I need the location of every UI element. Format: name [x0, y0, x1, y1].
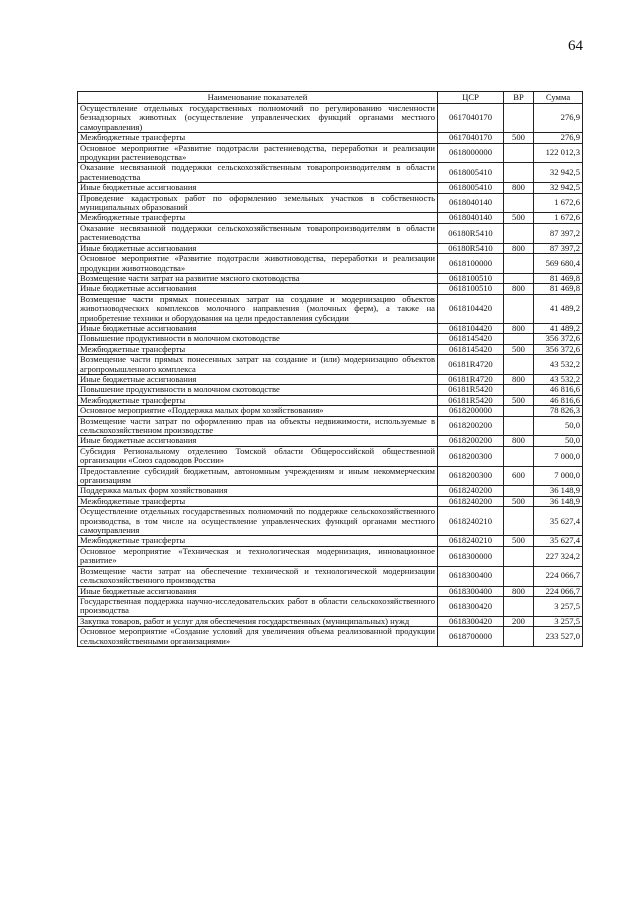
row-csr-cell: 0618240200 [438, 486, 504, 496]
row-name-cell: Осуществление отдельных государственных полномочий по регулированию численности безнадзорных животных (осуществление управленческих функций органами местного самоуправления) [78, 104, 438, 133]
table-row [78, 193, 583, 213]
row-csr-cell: 0618300420 [438, 616, 504, 626]
row-csr-cell: 0618240210 [438, 507, 504, 536]
row-name-cell: Закупка товаров, работ и услуг для обеспечения государственных (муниципальных) нужд [78, 616, 438, 626]
row-sum-cell: 36 148,9 [534, 486, 583, 496]
row-csr-cell: 0618040140 [438, 193, 504, 213]
row-csr-cell: 0618200300 [438, 466, 504, 486]
row-vr-cell [504, 273, 534, 283]
row-sum-cell: 224 066,7 [534, 586, 583, 596]
row-vr-cell [504, 294, 534, 323]
row-vr-cell: 500 [504, 133, 534, 143]
table-row [78, 284, 583, 294]
row-name-cell: Иные бюджетные ассигнования [78, 243, 438, 253]
row-csr-cell: 0618200200 [438, 416, 504, 436]
row-name-cell: Повышение продуктивности в молочном скотоводстве [78, 385, 438, 395]
row-vr-cell: 500 [504, 536, 534, 546]
row-vr-cell: 500 [504, 344, 534, 354]
row-vr-cell [504, 486, 534, 496]
table-row [78, 183, 583, 193]
table-row [78, 466, 583, 486]
table-row [78, 374, 583, 384]
row-csr-cell: 0618200300 [438, 446, 504, 466]
row-vr-cell: 800 [504, 323, 534, 333]
row-csr-cell: 06181R5420 [438, 385, 504, 395]
row-csr-cell: 0617040170 [438, 104, 504, 133]
table-row [78, 507, 583, 536]
row-vr-cell: 800 [504, 586, 534, 596]
table-row [78, 627, 583, 647]
row-csr-cell: 0618104420 [438, 294, 504, 323]
table-row [78, 406, 583, 416]
row-sum-cell: 46 816,6 [534, 385, 583, 395]
row-name-cell: Оказание несвязанной поддержки сельскохозяйственным товаропроизводителям в области растениеводства [78, 163, 438, 183]
row-sum-cell: 356 372,6 [534, 344, 583, 354]
table-row [78, 344, 583, 354]
row-csr-cell: 0618240200 [438, 496, 504, 506]
row-name-cell: Поддержка малых форм хозяйствования [78, 486, 438, 496]
row-sum-cell: 41 489,2 [534, 294, 583, 323]
row-sum-cell: 43 532,2 [534, 355, 583, 375]
table-row [78, 596, 583, 616]
row-sum-cell: 224 066,7 [534, 566, 583, 586]
row-sum-cell: 7 000,0 [534, 466, 583, 486]
page-number: 64 [568, 38, 583, 54]
table-row [78, 566, 583, 586]
row-csr-cell: 0618100510 [438, 284, 504, 294]
row-csr-cell: 0618300420 [438, 596, 504, 616]
row-name-cell: Возмещение части затрат на обеспечение технической и технологической модернизации сельскохозяйственного производства [78, 566, 438, 586]
row-sum-cell: 32 942,5 [534, 163, 583, 183]
row-sum-cell: 46 816,6 [534, 395, 583, 405]
row-vr-cell [504, 193, 534, 213]
row-sum-cell: 81 469,8 [534, 273, 583, 283]
row-csr-cell: 0618005410 [438, 163, 504, 183]
row-csr-cell: 0618100000 [438, 254, 504, 274]
row-sum-cell: 3 257,5 [534, 596, 583, 616]
table-row [78, 133, 583, 143]
row-sum-cell: 41 489,2 [534, 323, 583, 333]
row-vr-cell: 500 [504, 395, 534, 405]
table-row [78, 104, 583, 133]
row-csr-cell: 0618100510 [438, 273, 504, 283]
row-sum-cell: 78 826,3 [534, 406, 583, 416]
row-vr-cell [504, 546, 534, 566]
row-vr-cell [504, 355, 534, 375]
row-sum-cell: 35 627,4 [534, 536, 583, 546]
table-row [78, 213, 583, 223]
header-sum: Сумма [534, 92, 583, 104]
row-vr-cell [504, 446, 534, 466]
row-sum-cell: 50,0 [534, 436, 583, 446]
row-csr-cell: 06181R4720 [438, 355, 504, 375]
row-sum-cell: 3 257,5 [534, 616, 583, 626]
row-sum-cell: 43 532,2 [534, 374, 583, 384]
row-name-cell: Иные бюджетные ассигнования [78, 374, 438, 384]
row-csr-cell: 0618700000 [438, 627, 504, 647]
row-name-cell: Возмещение части прямых понесенных затрат на создание и модернизацию объектов животноводческих комплексов молочного направления (молочных ферм), а также на приобретение техники и оборудования на цели предоставления субсидии [78, 294, 438, 323]
row-sum-cell: 35 627,4 [534, 507, 583, 536]
row-vr-cell [504, 385, 534, 395]
row-vr-cell: 500 [504, 213, 534, 223]
row-sum-cell: 276,9 [534, 104, 583, 133]
row-sum-cell: 87 397,2 [534, 243, 583, 253]
row-sum-cell: 32 942,5 [534, 183, 583, 193]
table-row [78, 616, 583, 626]
row-csr-cell: 0618145420 [438, 344, 504, 354]
row-sum-cell: 233 527,0 [534, 627, 583, 647]
row-csr-cell: 0618300000 [438, 546, 504, 566]
row-name-cell: Предоставление субсидий бюджетным, автономным учреждениям и иным некоммерческим организациям [78, 466, 438, 486]
row-vr-cell: 800 [504, 183, 534, 193]
table-row [78, 536, 583, 546]
row-vr-cell [504, 104, 534, 133]
table-row [78, 436, 583, 446]
row-sum-cell: 122 012,3 [534, 143, 583, 163]
row-vr-cell [504, 254, 534, 274]
row-csr-cell: 06181R4720 [438, 374, 504, 384]
table-row [78, 355, 583, 375]
table-row [78, 163, 583, 183]
table-row [78, 254, 583, 274]
row-csr-cell: 0618145420 [438, 334, 504, 344]
row-vr-cell [504, 143, 534, 163]
table-row [78, 446, 583, 466]
table-row [78, 486, 583, 496]
table-row [78, 546, 583, 566]
row-sum-cell: 569 680,4 [534, 254, 583, 274]
table-row [78, 385, 583, 395]
row-name-cell: Государственная поддержка научно-исследовательских работ в области сельскохозяйственного производства [78, 596, 438, 616]
header-csr: ЦСР [438, 92, 504, 104]
row-name-cell: Межбюджетные трансферты [78, 496, 438, 506]
row-vr-cell: 800 [504, 243, 534, 253]
table-row [78, 416, 583, 436]
row-name-cell: Межбюджетные трансферты [78, 536, 438, 546]
row-vr-cell [504, 627, 534, 647]
row-sum-cell: 36 148,9 [534, 496, 583, 506]
row-vr-cell [504, 596, 534, 616]
row-sum-cell: 1 672,6 [534, 193, 583, 213]
row-vr-cell: 800 [504, 436, 534, 446]
row-vr-cell: 200 [504, 616, 534, 626]
row-vr-cell [504, 416, 534, 436]
row-name-cell: Иные бюджетные ассигнования [78, 586, 438, 596]
row-name-cell: Иные бюджетные ассигнования [78, 284, 438, 294]
table-row [78, 586, 583, 596]
row-name-cell: Иные бюджетные ассигнования [78, 436, 438, 446]
row-csr-cell: 06180R5410 [438, 243, 504, 253]
row-csr-cell: 06180R5410 [438, 223, 504, 243]
row-name-cell: Иные бюджетные ассигнования [78, 323, 438, 333]
row-name-cell: Межбюджетные трансферты [78, 344, 438, 354]
row-csr-cell: 06181R5420 [438, 395, 504, 405]
row-vr-cell: 800 [504, 374, 534, 384]
row-sum-cell: 356 372,6 [534, 334, 583, 344]
table-row [78, 223, 583, 243]
row-vr-cell [504, 334, 534, 344]
row-sum-cell: 1 672,6 [534, 213, 583, 223]
table-row [78, 496, 583, 506]
row-vr-cell [504, 507, 534, 536]
row-sum-cell: 227 324,2 [534, 546, 583, 566]
row-vr-cell [504, 566, 534, 586]
row-name-cell: Иные бюджетные ассигнования [78, 183, 438, 193]
row-name-cell: Возмещение части затрат на развитие мясного скотоводства [78, 273, 438, 283]
row-name-cell: Межбюджетные трансферты [78, 395, 438, 405]
table-row [78, 323, 583, 333]
row-csr-cell: 0618300400 [438, 586, 504, 596]
row-name-cell: Основное мероприятие «Развитие подотрасли животноводства, переработки и реализации продукции животноводства» [78, 254, 438, 274]
row-csr-cell: 0618005410 [438, 183, 504, 193]
row-name-cell: Субсидия Региональному отделению Томской области Общероссийской общественной организации «Союз садоводов России» [78, 446, 438, 466]
row-vr-cell [504, 163, 534, 183]
row-csr-cell: 0618040140 [438, 213, 504, 223]
row-vr-cell [504, 223, 534, 243]
row-sum-cell: 7 000,0 [534, 446, 583, 466]
row-name-cell: Межбюджетные трансферты [78, 213, 438, 223]
table-row [78, 143, 583, 163]
row-vr-cell: 500 [504, 496, 534, 506]
row-csr-cell: 0618300400 [438, 566, 504, 586]
row-vr-cell: 600 [504, 466, 534, 486]
table-row [78, 395, 583, 405]
row-name-cell: Возмещение части затрат по оформлению прав на объекты недвижимости, используемые в сельскохозяйственном производстве [78, 416, 438, 436]
row-name-cell: Основное мероприятие «Создание условий для увеличения объема реализованной продукции сельскохозяйственными организациями» [78, 627, 438, 647]
row-name-cell: Оказание несвязанной поддержки сельскохозяйственным товаропроизводителям в области растениеводства [78, 223, 438, 243]
row-name-cell: Проведение кадастровых работ по оформлению земельных участков в собственность муниципальных образований [78, 193, 438, 213]
row-csr-cell: 0618240210 [438, 536, 504, 546]
header-name: Наименование показателей [78, 92, 438, 104]
row-name-cell: Основное мероприятие «Техническая и технологическая модернизация, инновационное развитие» [78, 546, 438, 566]
table-row [78, 243, 583, 253]
row-vr-cell: 800 [504, 284, 534, 294]
row-name-cell: Основное мероприятие «Развитие подотрасли растениеводства, переработки и реализации продукции растениеводства» [78, 143, 438, 163]
row-name-cell: Повышение продуктивности в молочном скотоводстве [78, 334, 438, 344]
row-vr-cell [504, 406, 534, 416]
row-csr-cell: 0618200000 [438, 406, 504, 416]
row-name-cell: Основное мероприятие «Поддержка малых форм хозяйствования» [78, 406, 438, 416]
row-csr-cell: 0617040170 [438, 133, 504, 143]
table-row [78, 334, 583, 344]
row-sum-cell: 50,0 [534, 416, 583, 436]
table-header-row [78, 92, 583, 104]
table-row [78, 273, 583, 283]
row-sum-cell: 87 397,2 [534, 223, 583, 243]
row-csr-cell: 0618000000 [438, 143, 504, 163]
row-name-cell: Возмещение части прямых понесенных затрат на создание и (или) модернизацию объектов агропромышленного комплекса [78, 355, 438, 375]
table-row [78, 294, 583, 323]
header-vr: ВР [504, 92, 534, 104]
row-sum-cell: 276,9 [534, 133, 583, 143]
row-name-cell: Осуществление отдельных государственных полномочий по поддержке сельскохозяйственного производства, в том числе на осуществление управленческих функций органами местного самоуправления [78, 507, 438, 536]
row-sum-cell: 81 469,8 [534, 284, 583, 294]
row-csr-cell: 0618104420 [438, 323, 504, 333]
row-csr-cell: 0618200200 [438, 436, 504, 446]
budget-table [77, 91, 583, 647]
row-name-cell: Межбюджетные трансферты [78, 133, 438, 143]
